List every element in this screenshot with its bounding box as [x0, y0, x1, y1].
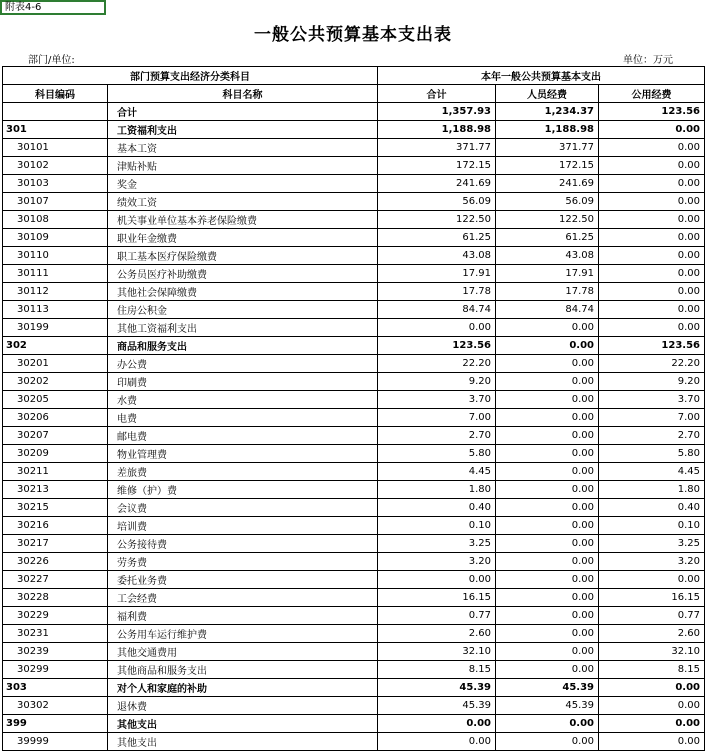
row-personnel: 0.00 — [496, 499, 599, 517]
table-row — [3, 517, 705, 535]
row-code: 30102 — [3, 157, 108, 175]
total-label: 合计 — [108, 103, 378, 121]
header-public: 公用经费 — [599, 85, 705, 103]
row-personnel: 0.00 — [496, 481, 599, 499]
row-public: 0.10 — [599, 517, 705, 535]
row-name: 机关事业单位基本养老保险缴费 — [108, 211, 378, 229]
total-row — [3, 103, 705, 121]
row-personnel: 0.00 — [496, 337, 599, 355]
row-name: 其他交通费用 — [108, 643, 378, 661]
row-public: 0.00 — [599, 247, 705, 265]
row-code: 30299 — [3, 661, 108, 679]
row-personnel: 0.00 — [496, 355, 599, 373]
row-public: 9.20 — [599, 373, 705, 391]
row-name: 职业年金缴费 — [108, 229, 378, 247]
row-personnel: 0.00 — [496, 373, 599, 391]
row-public: 16.15 — [599, 589, 705, 607]
table-row — [3, 139, 705, 157]
row-personnel: 0.00 — [496, 661, 599, 679]
row-code: 30205 — [3, 391, 108, 409]
row-total: 241.69 — [378, 175, 496, 193]
row-code: 30107 — [3, 193, 108, 211]
row-public: 2.70 — [599, 427, 705, 445]
row-personnel: 1,188.98 — [496, 121, 599, 139]
total-amount: 1,357.93 — [378, 103, 496, 121]
row-name: 印刷费 — [108, 373, 378, 391]
row-total: 0.00 — [378, 319, 496, 337]
row-public: 32.10 — [599, 643, 705, 661]
row-total: 16.15 — [378, 589, 496, 607]
row-total: 0.00 — [378, 571, 496, 589]
row-code: 30103 — [3, 175, 108, 193]
row-public: 0.00 — [599, 139, 705, 157]
row-name: 福利费 — [108, 607, 378, 625]
row-code: 30302 — [3, 697, 108, 715]
row-code: 30202 — [3, 373, 108, 391]
row-public: 0.00 — [599, 265, 705, 283]
table-row — [3, 535, 705, 553]
row-total: 3.20 — [378, 553, 496, 571]
row-total: 43.08 — [378, 247, 496, 265]
row-name: 其他商品和服务支出 — [108, 661, 378, 679]
row-total: 4.45 — [378, 463, 496, 481]
row-name: 职工基本医疗保险缴费 — [108, 247, 378, 265]
row-personnel: 0.00 — [496, 517, 599, 535]
row-name: 公务员医疗补助缴费 — [108, 265, 378, 283]
row-name: 其他工资福利支出 — [108, 319, 378, 337]
row-total: 0.00 — [378, 733, 496, 751]
row-name: 退休费 — [108, 697, 378, 715]
row-personnel: 84.74 — [496, 301, 599, 319]
row-code: 30110 — [3, 247, 108, 265]
row-name: 会议费 — [108, 499, 378, 517]
table-row — [3, 373, 705, 391]
row-public: 7.00 — [599, 409, 705, 427]
table-row — [3, 193, 705, 211]
row-public: 8.15 — [599, 661, 705, 679]
row-public: 5.80 — [599, 445, 705, 463]
row-personnel: 0.00 — [496, 643, 599, 661]
table-row — [3, 229, 705, 247]
row-code: 301 — [3, 121, 108, 139]
row-personnel: 0.00 — [496, 625, 599, 643]
row-name: 其他支出 — [108, 715, 378, 733]
row-code: 30231 — [3, 625, 108, 643]
row-name: 邮电费 — [108, 427, 378, 445]
row-public: 0.77 — [599, 607, 705, 625]
header-group-row — [3, 67, 705, 85]
row-total: 56.09 — [378, 193, 496, 211]
unit-label: 单位：万元 — [623, 55, 673, 66]
row-public: 0.00 — [599, 193, 705, 211]
row-name: 公务用车运行维护费 — [108, 625, 378, 643]
row-name: 商品和服务支出 — [108, 337, 378, 355]
row-name: 基本工资 — [108, 139, 378, 157]
row-total: 5.80 — [378, 445, 496, 463]
row-personnel: 0.00 — [496, 607, 599, 625]
table-row — [3, 157, 705, 175]
row-public: 0.00 — [599, 319, 705, 337]
row-personnel: 0.00 — [496, 391, 599, 409]
row-code: 30239 — [3, 643, 108, 661]
row-total: 123.56 — [378, 337, 496, 355]
row-personnel: 0.00 — [496, 463, 599, 481]
row-code: 30209 — [3, 445, 108, 463]
row-code: 30207 — [3, 427, 108, 445]
header-total: 合计 — [378, 85, 496, 103]
row-name: 对个人和家庭的补助 — [108, 679, 378, 697]
row-personnel: 0.00 — [496, 427, 599, 445]
header-personnel: 人员经费 — [496, 85, 599, 103]
row-total: 371.77 — [378, 139, 496, 157]
row-personnel: 56.09 — [496, 193, 599, 211]
row-name: 住房公积金 — [108, 301, 378, 319]
category-row — [3, 337, 705, 355]
row-name: 奖金 — [108, 175, 378, 193]
table-row — [3, 175, 705, 193]
row-public: 0.00 — [599, 697, 705, 715]
row-public: 22.20 — [599, 355, 705, 373]
row-personnel: 17.78 — [496, 283, 599, 301]
header-code: 科目编码 — [3, 85, 108, 103]
row-code: 30206 — [3, 409, 108, 427]
row-name: 其他支出 — [108, 733, 378, 751]
row-public: 4.45 — [599, 463, 705, 481]
row-personnel: 0.00 — [496, 319, 599, 337]
table-row — [3, 301, 705, 319]
row-code: 399 — [3, 715, 108, 733]
table-row — [3, 211, 705, 229]
table-row — [3, 661, 705, 679]
row-personnel: 0.00 — [496, 589, 599, 607]
row-personnel: 17.91 — [496, 265, 599, 283]
budget-table — [2, 66, 705, 751]
row-personnel: 371.77 — [496, 139, 599, 157]
table-row — [3, 625, 705, 643]
row-code: 30216 — [3, 517, 108, 535]
table-row — [3, 427, 705, 445]
row-public: 0.40 — [599, 499, 705, 517]
row-personnel: 0.00 — [496, 535, 599, 553]
row-name: 委托业务费 — [108, 571, 378, 589]
row-total: 17.78 — [378, 283, 496, 301]
row-name: 差旅费 — [108, 463, 378, 481]
row-personnel: 0.00 — [496, 715, 599, 733]
row-code: 30201 — [3, 355, 108, 373]
row-public: 3.70 — [599, 391, 705, 409]
row-code: 30217 — [3, 535, 108, 553]
row-total: 172.15 — [378, 157, 496, 175]
row-name: 绩效工资 — [108, 193, 378, 211]
active-cell-reference[interactable]: 附表4-6 — [0, 0, 106, 15]
row-code: 30113 — [3, 301, 108, 319]
row-public: 0.00 — [599, 301, 705, 319]
row-public: 0.00 — [599, 283, 705, 301]
table-row — [3, 355, 705, 373]
total-code — [3, 103, 108, 121]
row-name: 其他社会保障缴费 — [108, 283, 378, 301]
table-row — [3, 553, 705, 571]
row-name: 工会经费 — [108, 589, 378, 607]
row-personnel: 0.00 — [496, 553, 599, 571]
total-public: 123.56 — [599, 103, 705, 121]
row-total: 1,188.98 — [378, 121, 496, 139]
table-row — [3, 463, 705, 481]
row-total: 45.39 — [378, 679, 496, 697]
category-row — [3, 121, 705, 139]
row-personnel: 45.39 — [496, 697, 599, 715]
row-total: 1.80 — [378, 481, 496, 499]
row-code: 30226 — [3, 553, 108, 571]
row-total: 0.40 — [378, 499, 496, 517]
row-total: 45.39 — [378, 697, 496, 715]
row-total: 7.00 — [378, 409, 496, 427]
row-code: 30101 — [3, 139, 108, 157]
table-row — [3, 391, 705, 409]
row-total: 122.50 — [378, 211, 496, 229]
total-personnel: 1,234.37 — [496, 103, 599, 121]
row-total: 9.20 — [378, 373, 496, 391]
row-personnel: 241.69 — [496, 175, 599, 193]
row-public: 0.00 — [599, 157, 705, 175]
row-code: 39999 — [3, 733, 108, 751]
row-public: 0.00 — [599, 571, 705, 589]
table-row — [3, 643, 705, 661]
row-code: 30112 — [3, 283, 108, 301]
row-personnel: 43.08 — [496, 247, 599, 265]
row-code: 30199 — [3, 319, 108, 337]
table-row — [3, 589, 705, 607]
row-code: 30227 — [3, 571, 108, 589]
row-code: 30111 — [3, 265, 108, 283]
row-personnel: 0.00 — [496, 571, 599, 589]
row-public: 0.00 — [599, 733, 705, 751]
row-total: 32.10 — [378, 643, 496, 661]
row-name: 办公费 — [108, 355, 378, 373]
row-name: 培训费 — [108, 517, 378, 535]
row-total: 8.15 — [378, 661, 496, 679]
row-personnel: 45.39 — [496, 679, 599, 697]
row-name: 水费 — [108, 391, 378, 409]
row-name: 维修（护）费 — [108, 481, 378, 499]
category-row — [3, 679, 705, 697]
row-name: 津贴补贴 — [108, 157, 378, 175]
table-row — [3, 445, 705, 463]
row-code: 30213 — [3, 481, 108, 499]
row-public: 0.00 — [599, 211, 705, 229]
row-total: 22.20 — [378, 355, 496, 373]
table-row — [3, 409, 705, 427]
row-total: 3.25 — [378, 535, 496, 553]
table-row — [3, 319, 705, 337]
row-personnel: 122.50 — [496, 211, 599, 229]
row-code: 30109 — [3, 229, 108, 247]
row-public: 3.20 — [599, 553, 705, 571]
table-row — [3, 733, 705, 751]
department-label: 部门/单位: — [28, 55, 75, 66]
table-row — [3, 499, 705, 517]
row-code: 30215 — [3, 499, 108, 517]
table-row — [3, 481, 705, 499]
row-total: 0.77 — [378, 607, 496, 625]
header-economic-classification: 部门预算支出经济分类科目 — [3, 67, 378, 85]
row-personnel: 0.00 — [496, 409, 599, 427]
table-row — [3, 571, 705, 589]
row-total: 0.00 — [378, 715, 496, 733]
row-total: 84.74 — [378, 301, 496, 319]
row-personnel: 172.15 — [496, 157, 599, 175]
row-public: 2.60 — [599, 625, 705, 643]
table-row — [3, 697, 705, 715]
row-name: 物业管理费 — [108, 445, 378, 463]
row-total: 0.10 — [378, 517, 496, 535]
table-row — [3, 247, 705, 265]
row-public: 3.25 — [599, 535, 705, 553]
row-code: 303 — [3, 679, 108, 697]
row-name: 公务接待费 — [108, 535, 378, 553]
table-row — [3, 265, 705, 283]
row-code: 30229 — [3, 607, 108, 625]
row-code: 302 — [3, 337, 108, 355]
row-code: 30108 — [3, 211, 108, 229]
header-basic-expenditure: 本年一般公共预算基本支出 — [378, 67, 705, 85]
header-column-row — [3, 85, 705, 103]
row-total: 17.91 — [378, 265, 496, 283]
row-name: 工资福利支出 — [108, 121, 378, 139]
row-personnel: 61.25 — [496, 229, 599, 247]
row-public: 0.00 — [599, 121, 705, 139]
row-public: 0.00 — [599, 229, 705, 247]
row-personnel: 0.00 — [496, 445, 599, 463]
row-public: 0.00 — [599, 679, 705, 697]
row-name: 劳务费 — [108, 553, 378, 571]
row-code: 30228 — [3, 589, 108, 607]
row-total: 3.70 — [378, 391, 496, 409]
page-title: 一般公共预算基本支出表 — [254, 25, 452, 45]
row-name: 电费 — [108, 409, 378, 427]
row-total: 61.25 — [378, 229, 496, 247]
row-public: 0.00 — [599, 715, 705, 733]
table-row — [3, 607, 705, 625]
row-public: 123.56 — [599, 337, 705, 355]
header-name: 科目名称 — [108, 85, 378, 103]
row-public: 0.00 — [599, 175, 705, 193]
row-total: 2.60 — [378, 625, 496, 643]
row-public: 1.80 — [599, 481, 705, 499]
table-row — [3, 283, 705, 301]
row-personnel: 0.00 — [496, 733, 599, 751]
category-row — [3, 715, 705, 733]
row-code: 30211 — [3, 463, 108, 481]
row-total: 2.70 — [378, 427, 496, 445]
